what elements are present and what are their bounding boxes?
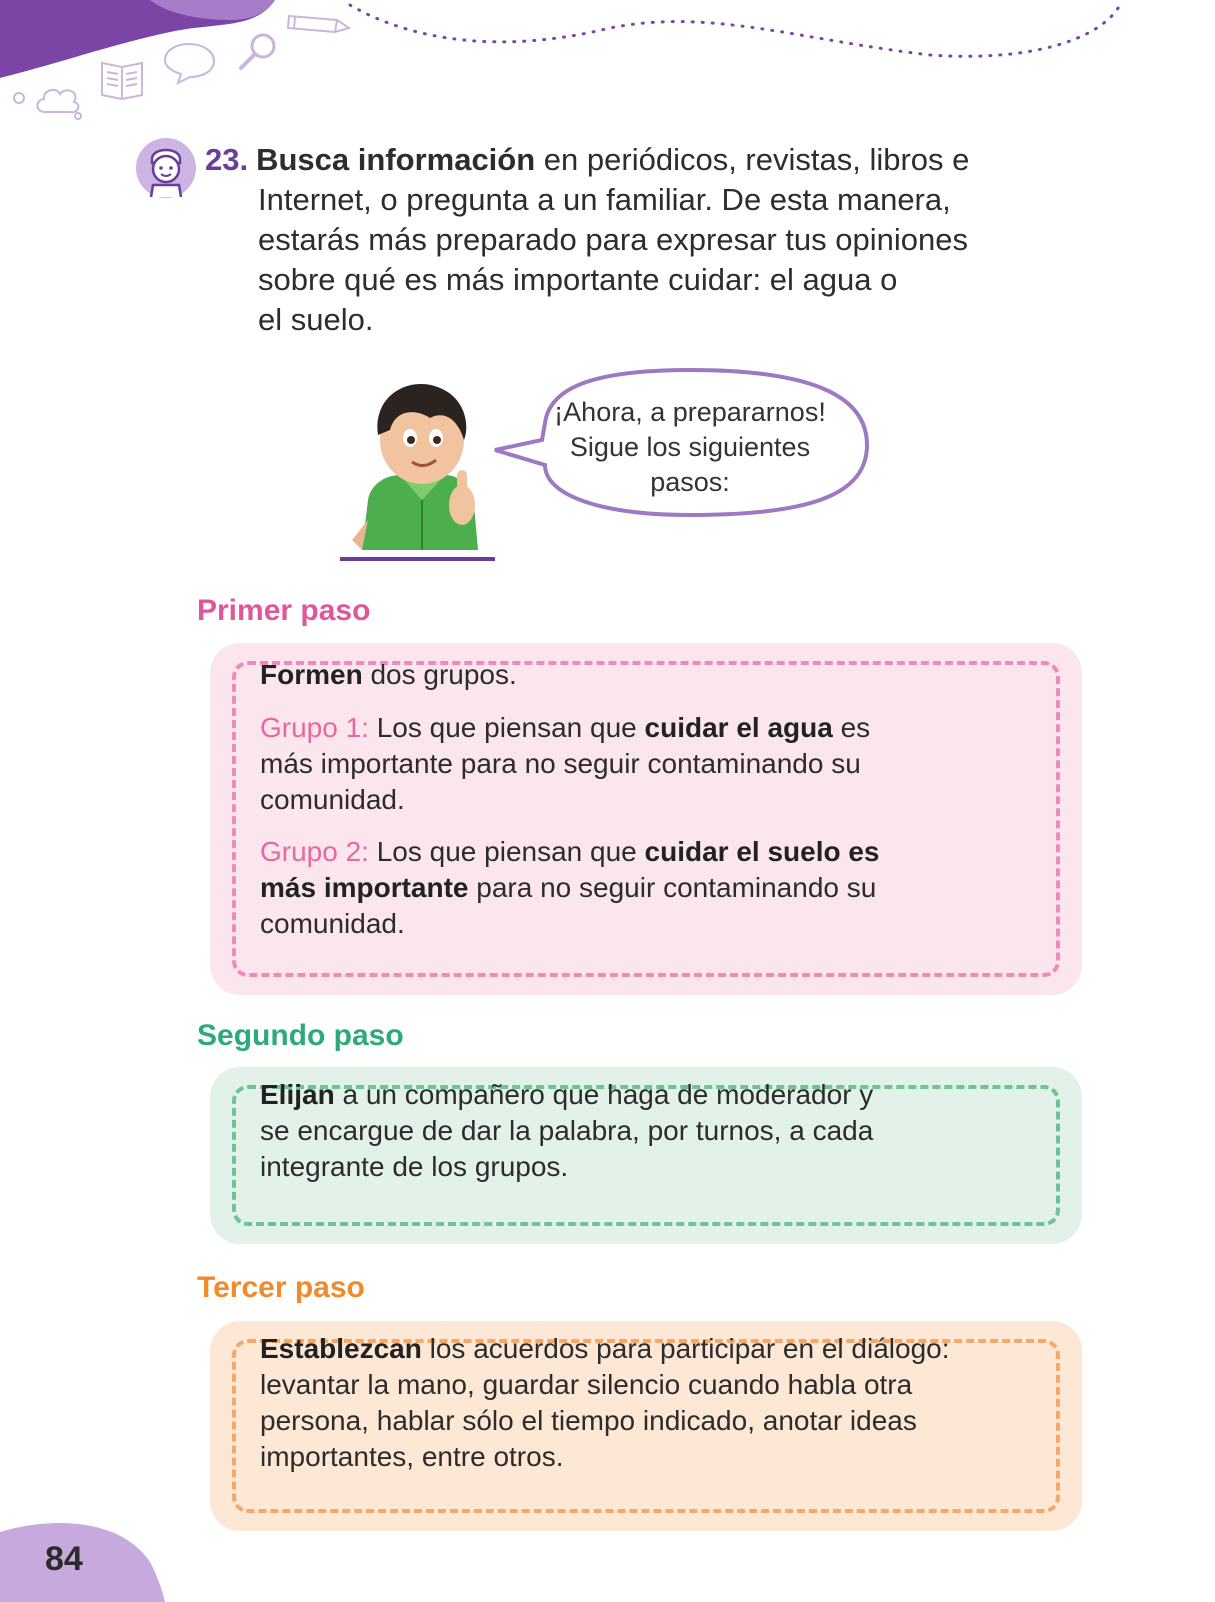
step3-title: Tercer paso [197,1271,365,1304]
dotted-line-decoration [330,0,1160,70]
group2-line3: comunidad. [260,908,405,939]
step3-line3: persona, hablar sólo el tiempo indicado, anotar ideas [260,1405,917,1436]
speech-line3: pasos: [650,467,730,497]
group2-bold2: más importante [260,872,469,903]
pencil-icon [285,10,353,38]
activity-23-text [205,140,1085,340]
step1-title: Primer paso [197,594,371,627]
speech-line1: ¡Ahora, a prepararnos! [554,397,826,427]
activity-line1: en periódicos, revistas, libros e [543,142,970,177]
book-icon [98,55,146,100]
step2-line1: a un compañero que haga de moderador y [342,1079,874,1110]
group1-text-a: Los que piensan que [376,712,637,743]
activity-line5: el suelo. [258,302,374,337]
step3-text [260,1331,1042,1475]
activity-line4: sobre qué es más importante cuidar: el agua o [258,262,898,297]
step2-title: Segundo paso [197,1019,404,1052]
speech-bubble-text [515,395,865,500]
step2-text [260,1077,1042,1185]
thought-cloud-icon [10,72,90,122]
group1-text-b: es [840,712,871,743]
group2-text-a: Los que piensan que [376,836,637,867]
group1-line2: más importante para no seguir contaminando su [260,748,861,779]
group2-bold1: cuidar el suelo es [644,836,880,867]
page-number: 84 [45,1540,83,1578]
step3-line4: importantes, entre otros. [260,1441,564,1472]
group1-line3: comunidad. [260,784,405,815]
step3-line1: los acuerdos para participar en el diálogo: [429,1333,950,1364]
activity-number: 23. [205,142,249,177]
step3-line2: levantar la mano, guardar silencio cuando habla otra [260,1369,913,1400]
step2-line3: integrante de los grupos. [260,1151,569,1182]
group2-label: Grupo 2: [260,836,369,867]
step1-group2 [260,834,1042,942]
step1-intro-rest: dos grupos. [370,659,517,690]
step2-box [210,1067,1082,1244]
step2-line2: se encargue de dar la palabra, por turnos, a cada [260,1115,874,1146]
step1-box [210,643,1082,995]
magnifier-icon [235,30,280,75]
step2-bold: Elijan [260,1079,335,1110]
student-icon [135,137,197,199]
speech-bubble-icon [162,40,217,85]
step1-intro-bold: Formen [260,659,363,690]
step3-bold: Establezcan [260,1333,422,1364]
group1-bold: cuidar el agua [644,712,833,743]
activity-lead: Busca información [256,142,536,177]
step1-intro [260,657,1042,693]
speech-line2: Sigue los siguientes [569,432,811,462]
group2-text-b: para no seguir contaminando su [476,872,877,903]
boy-thumbs-up-illustration [340,380,505,562]
activity-line3: estarás más preparado para expresar tus opiniones [258,222,968,257]
step3-box [210,1321,1082,1531]
activity-line2: Internet, o pregunta a un familiar. De esta manera, [258,182,951,217]
group1-label: Grupo 1: [260,712,369,743]
step1-group1 [260,710,1042,818]
